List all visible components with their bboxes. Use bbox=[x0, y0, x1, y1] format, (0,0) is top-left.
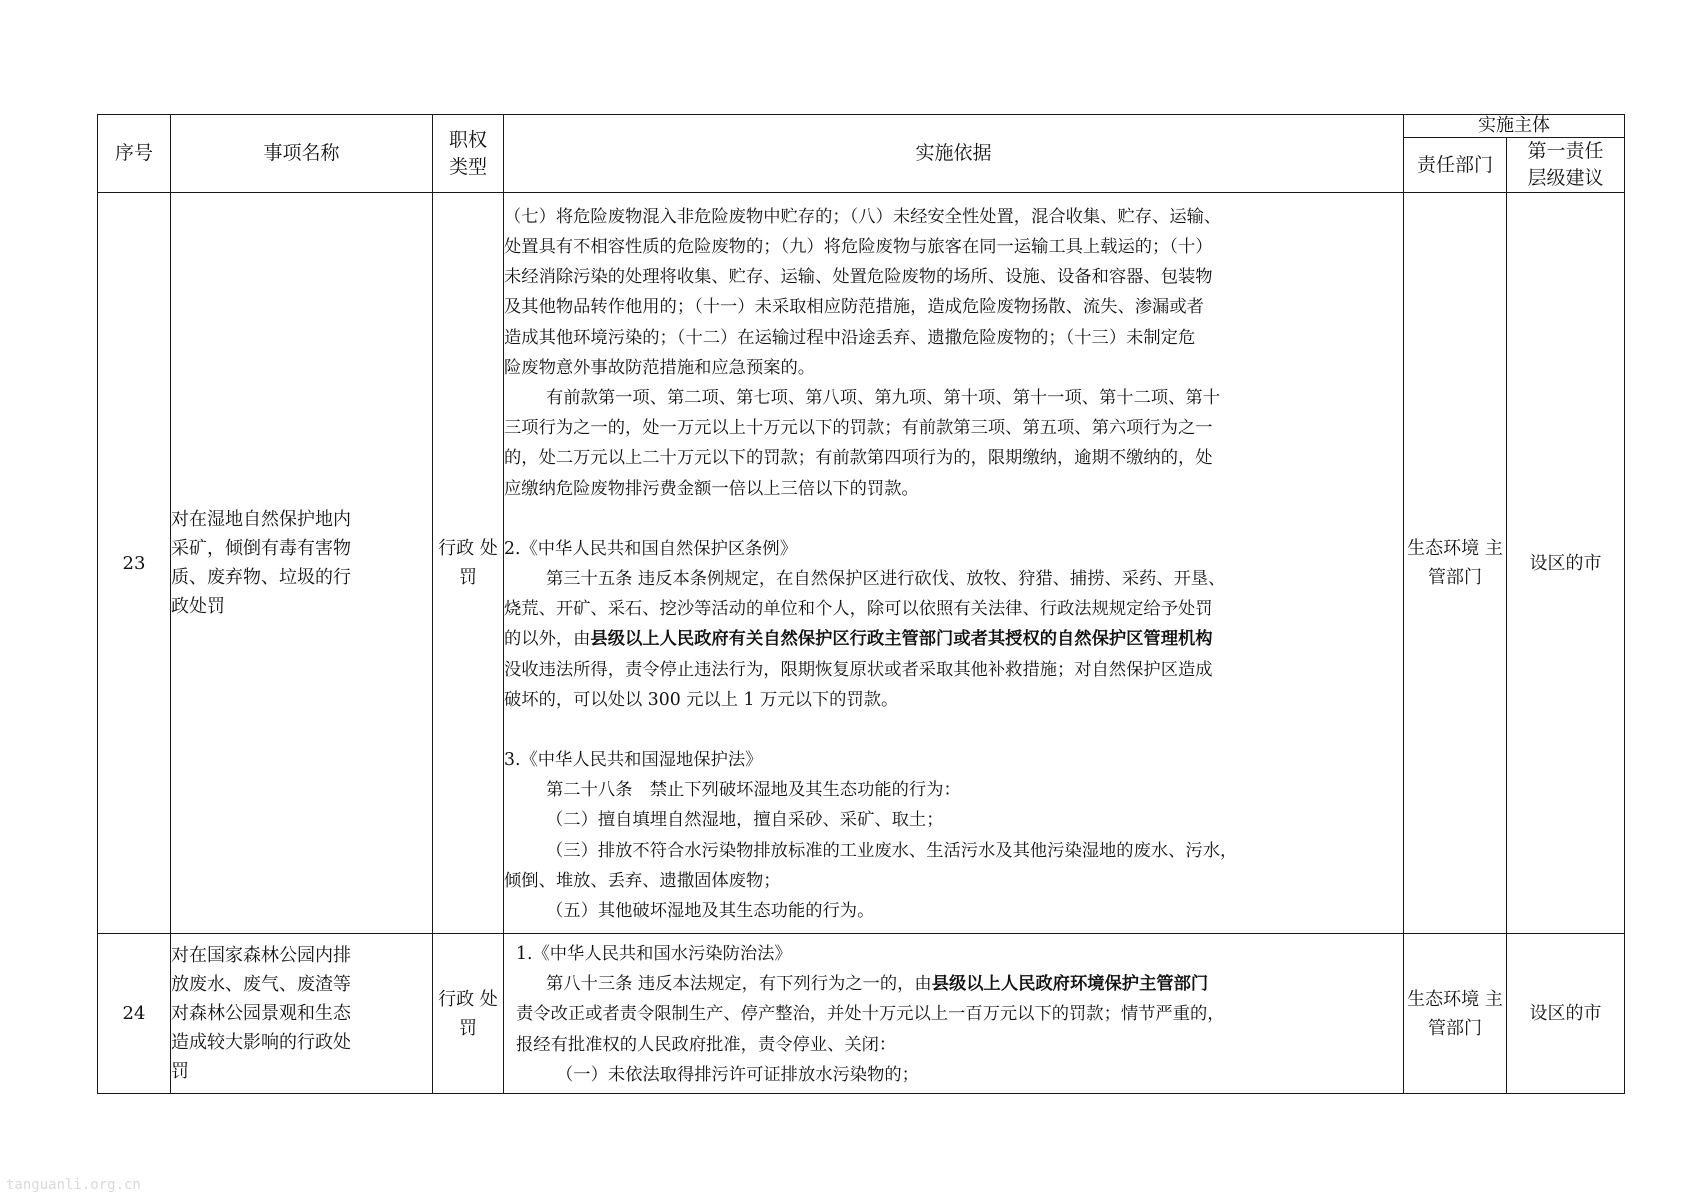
watermark: tanguanli.org.cn bbox=[6, 1177, 141, 1193]
row-dept bbox=[1404, 934, 1507, 1094]
row-basis bbox=[504, 934, 1404, 1094]
item-name-line: 对在国家森林公园内排 bbox=[171, 945, 351, 966]
header-item-name: 事项名称 bbox=[171, 115, 433, 193]
basis-line: 没收违法所得，责令停止违法行为，限期恢复原状或者采取其他补救措施；对自然保护区造成 bbox=[504, 659, 1213, 680]
header-level bbox=[1507, 138, 1625, 193]
basis-line: 的，处二万元以上二十万元以下的罚款；有前款第四项行为的，限期缴纳，逾期不缴纳的，处 bbox=[504, 448, 1213, 469]
dept-line: 主管部门 bbox=[1428, 538, 1503, 588]
row-dept bbox=[1404, 193, 1507, 934]
basis-line: 第三十五条 违反本条例规定，在自然保护区进行砍伐、放牧、狩猎、捕捞、采药、开垦、 bbox=[546, 569, 1226, 589]
basis-line: 三项行为之一的，处一万元以上十万元以下的罚款；有前款第三项、第五项、第六项行为之一 bbox=[504, 418, 1213, 439]
basis-line: 倾倒、堆放、丢弃、遗撒固体废物； bbox=[504, 870, 781, 891]
header-level-line: 第一责任 bbox=[1527, 140, 1604, 162]
power-type-line: 行政 bbox=[438, 988, 475, 1010]
header-seq: 序号 bbox=[98, 115, 171, 193]
basis-line: （七）将危险废物混入非危险废物中贮存的；（八）未经安全性处置，混合收集、贮存、运输、 bbox=[504, 206, 1222, 227]
basis-line: （一）未依法取得排污许可证排放水污染物的； bbox=[556, 1064, 919, 1085]
basis-line: 处置具有不相容性质的危险废物的；（九）将危险废物与旅客在同一运输工具上载运的；（十） bbox=[504, 236, 1213, 257]
item-name-line: 对森林公园景观和生态 bbox=[171, 1003, 351, 1024]
basis-line: 应缴纳危险废物排污费金额一倍以上三倍以下的罚款。 bbox=[504, 478, 919, 499]
header-power-type-line: 类型 bbox=[448, 155, 487, 178]
table-row bbox=[98, 934, 1625, 1094]
item-name-line: 放废水、废气、废渣等 bbox=[171, 974, 351, 995]
basis-line: 险废物意外事故防范措施和应急预案的。 bbox=[504, 357, 816, 378]
item-name-line: 采矿，倾倒有毒有害物 bbox=[171, 538, 351, 559]
item-name-line: 罚 bbox=[171, 1061, 189, 1082]
item-name-line: 质、废弃物、垃圾的行 bbox=[171, 567, 351, 588]
header-implementer: 实施主体 bbox=[1404, 115, 1625, 138]
basis-line: 烧荒、开矿、采石、挖沙等活动的单位和个人，除可以依照有关法律、行政法规规定给予处罚 bbox=[504, 599, 1213, 620]
row-basis bbox=[504, 193, 1404, 934]
power-type-line: 处罚 bbox=[459, 988, 498, 1039]
row-seq: 24 bbox=[98, 934, 171, 1094]
basis-line: （二）擅自填埋自然湿地，擅自采砂、采矿、取土； bbox=[546, 810, 944, 831]
responsible-authority: 县级以上人民政府有关自然保护区行政主管部门或者其授权的自然保护区管理机构 bbox=[590, 629, 1213, 650]
basis-line bbox=[504, 624, 1403, 654]
blank-line bbox=[504, 504, 1403, 534]
power-type-line: 处罚 bbox=[459, 538, 498, 588]
table-row bbox=[98, 193, 1625, 934]
header-dept: 责任部门 bbox=[1404, 138, 1507, 193]
basis-line: 报经有批准权的人民政府批准，责令停业、关闭： bbox=[516, 1034, 897, 1055]
header-basis: 实施依据 bbox=[504, 115, 1404, 193]
basis-text: 第八十三条 违反本法规定，有下列行为之一的，由 bbox=[546, 974, 932, 995]
power-type-line: 行政 bbox=[438, 538, 475, 559]
row-power-type bbox=[433, 193, 504, 934]
item-name-line: 对在湿地自然保护地内 bbox=[171, 509, 351, 530]
basis-line: 有前款第一项、第二项、第七项、第八项、第九项、第十项、第十一项、第十二项、第十 bbox=[546, 387, 1220, 408]
row-item-name bbox=[171, 193, 433, 934]
dept-line: 生态环境 bbox=[1407, 988, 1480, 1010]
item-name-line: 造成较大影响的行政处 bbox=[171, 1032, 351, 1053]
basis-line: （五）其他破坏湿地及其生态功能的行为。 bbox=[546, 901, 875, 922]
item-name-line: 政处罚 bbox=[171, 596, 225, 617]
enforcement-items-table bbox=[97, 114, 1625, 1094]
row-seq: 23 bbox=[98, 193, 171, 934]
header-level-line: 层级建议 bbox=[1527, 167, 1604, 189]
header-power-type-line: 职权 bbox=[448, 128, 487, 151]
law-title: 1.《中华人民共和国水污染防治法》 bbox=[516, 943, 792, 964]
law-title: 2.《中华人民共和国自然保护区条例》 bbox=[504, 538, 797, 559]
header-power-type bbox=[433, 115, 504, 193]
basis-line: （三）排放不符合水污染物排放标准的工业废水、生活污水及其他污染湿地的废水、污水， bbox=[546, 840, 1238, 861]
basis-line: 第二十八条 禁止下列破坏湿地及其生态功能的行为： bbox=[546, 780, 961, 801]
basis-text: 的以外，由 bbox=[504, 629, 591, 650]
row-power-type bbox=[433, 934, 504, 1094]
basis-line: 及其他物品转作他用的；（十一）未采取相应防范措施，造成危险废物扬散、流失、渗漏或者 bbox=[504, 297, 1204, 318]
basis-line: 破坏的，可以处以 300 元以上 1 万元以下的罚款。 bbox=[504, 689, 899, 710]
law-title: 3.《中华人民共和国湿地保护法》 bbox=[504, 750, 763, 771]
dept-line: 主管部门 bbox=[1428, 988, 1503, 1039]
row-level: 设区的市 bbox=[1507, 193, 1625, 934]
basis-line: 未经消除污染的处理将收集、贮存、运输、处置危险废物的场所、设施、设备和容器、包装物 bbox=[504, 267, 1213, 288]
basis-line: 责令改正或者责令限制生产、停产整治，并处十万元以上一百万元以下的罚款；情节严重的， bbox=[516, 1004, 1225, 1025]
basis-line bbox=[504, 969, 1403, 999]
dept-line: 生态环境 bbox=[1407, 538, 1480, 559]
row-level: 设区的市 bbox=[1507, 934, 1625, 1094]
row-item-name bbox=[171, 934, 433, 1094]
responsible-authority: 县级以上人民政府环境保护主管部门 bbox=[931, 974, 1209, 995]
blank-line bbox=[504, 715, 1403, 745]
basis-line: 造成其他环境污染的；（十二）在运输过程中沿途丢弃、遗撒危险废物的；（十三）未制定危 bbox=[504, 327, 1196, 348]
